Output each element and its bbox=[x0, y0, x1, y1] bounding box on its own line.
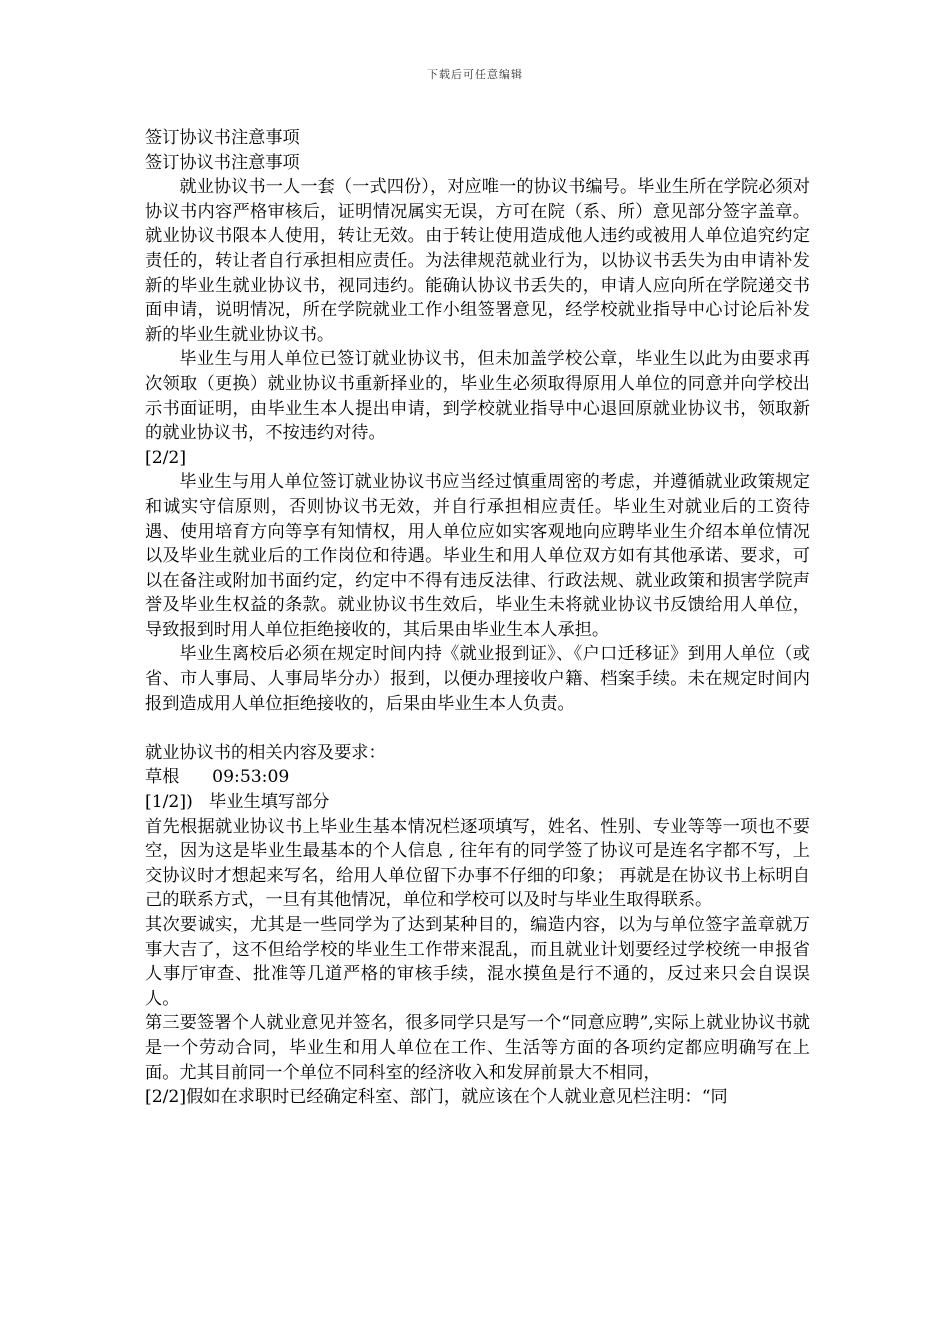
document-title: 签订协议书注意事项 bbox=[145, 128, 300, 148]
paragraph-department-note: [2/2]假如在求职时已经确定科室、部门，就应该在个人就业意见栏注明：“同 bbox=[145, 1087, 728, 1108]
part-heading: [1/2]) 毕业生填写部分 bbox=[145, 792, 330, 813]
paragraph-report-rules: 毕业生离校后必须在规定时间内持《就业报到证》、《户口迁移证》到用人单位（或省、市人事局、人事局毕分办）报到，以便办理接收户籍、档案手续。未在规定时间内报到造成用人单位拒绝接收的，后果由毕业生本人负责。 bbox=[145, 644, 810, 714]
paragraph-fill-basic-info: 首先根据就业协议书上毕业生基本情况栏逐项填写，姓名、性别、专业等等一项也不要空，因为这是毕业生最基本的个人信息 , 往年有的同学签了协议可是连名字都不写，上交协议时才想起来写名，给用人单位留下办事不仔细的印象； 再就是在协议书上标明自己的联系方式，一旦有其他情况，单位和学校可以及时与毕业生取得联系。 bbox=[145, 816, 810, 911]
paragraph-agreement-rules: 就业协议书一人一套（一式四份），对应唯一的协议书编号。毕业生所在学院必须对协议书内容严格审核后，证明情况属实无误，方可在院（系、所）意见部分签字盖章。就业协议书限本人使用，转让无效。由于转让使用造成他人违约或被用人单位追究约定责任的，转让者自行承担相应责任。为法律规范就业行为，以协议书丢失为由申请补发新的毕业生就业协议书，视同违约。能确认协议书丢失的，申请人应向所在学院递交书面申请，说明情况，所在学院就业工作小组签署意见，经学校就业指导中心讨论后补发新的毕业生就业协议书。 bbox=[145, 177, 810, 345]
paragraph-be-honest: 其次要诚实，尤其是一些同学为了达到某种目的，编造内容，以为与单位签字盖章就万事大吉了，这不但给学校的毕业生工作带来混乱，而且就业计划要经过学校统一申报省人事厅审查、批准等几道严格的审核手续，混水摸鱼是行不通的，反过来只会自误误人。 bbox=[145, 915, 810, 1009]
author-line: 草根 09:53:09 bbox=[145, 767, 290, 788]
page-marker: [2/2] bbox=[145, 447, 187, 468]
paragraph-signing-principles: 毕业生与用人单位签订就业协议书应当经过慎重周密的考虑，并遵循就业政策规定和诚实守信原则，否则协议书无效，并自行承担相应责任。毕业生对就业后的工资待遇、使用培育方向等享有知情权，用人单位应如实客观地向应聘毕业生介绍本单位情况以及毕业生就业后的工作岗位和待遇。毕业生和用人单位双方如有其他承诺、要求，可以在备注或附加书面约定，约定中不得有违反法律、行政法规、就业政策和损害学院声誉及毕业生权益的条款。就业协议书生效后，毕业生未将就业协议书反馈给用人单位，导致报到时用人单位拒绝接收的，其后果由毕业生本人承担。 bbox=[145, 472, 810, 640]
page-header: 下载后可任意编辑 bbox=[427, 68, 523, 81]
paragraph-sign-opinion: 第三要签署个人就业意见并签名，很多同学只是写一个“同意应聘”,实际上就业协议书就是一个劳动合同，毕业生和用人单位在工作、生活等方面的各项约定都应明确写在上面。尤其目前同一个单位不同科室的经济收入和发屏前景大不相同， bbox=[145, 1013, 810, 1083]
document-body bbox=[145, 126, 810, 1110]
blank-line bbox=[145, 716, 810, 741]
section-title: 就业协议书的相关内容及要求： bbox=[145, 742, 386, 763]
paragraph-seal-rules: 毕业生与用人单位已签订就业协议书，但未加盖学校公章，毕业生以此为由要求再次领取（更换）就业协议书重新择业的，毕业生必须取得原用人单位的同意并向学校出示书面证明，由毕业生本人提出申请，到学校就业指导中心退回原就业协议书，领取新的就业协议书，不按违约对待。 bbox=[145, 349, 810, 444]
document-subtitle: 签订协议书注意事项 bbox=[145, 152, 300, 173]
